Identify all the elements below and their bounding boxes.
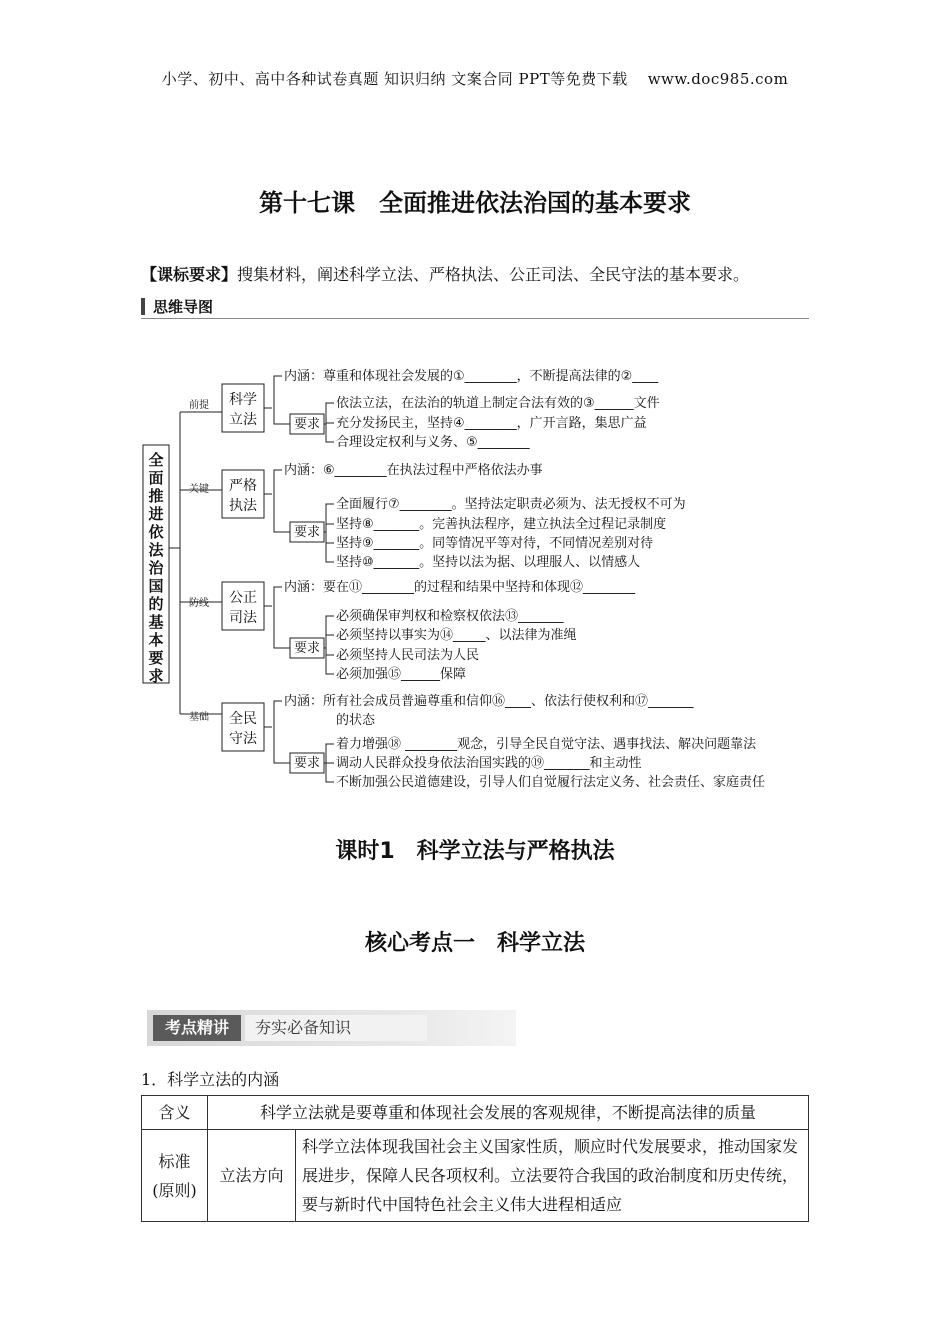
mindmap-node-label: 科学 [229, 392, 257, 408]
table-cell-sublabel: 立法方向 [208, 1130, 296, 1222]
mindmap-node-label: 全民 [229, 711, 257, 727]
mindmap-root-char: 全 [148, 451, 164, 469]
mindmap-neihan: 内涵：尊重和体现社会发展的①________，不断提高法律的②____ [284, 369, 659, 384]
section-banner [147, 1010, 516, 1046]
mindmap-yaoqiu-item: 不断加强公民道德建设，引导人们自觉履行法定义务、社会责任、家庭责任 [336, 775, 766, 790]
header-text: 小学、初中、高中各种试卷真题 知识归纳 文案合同 PPT等免费下载 [161, 70, 628, 88]
table-cell-label: 标准(原则) [142, 1130, 208, 1222]
table-cell-text: 科学立法就是要尊重和体现社会发展的客观规律，不断提高法律的质量 [208, 1096, 809, 1130]
mindmap-root-char: 的 [148, 595, 164, 613]
mindmap-yaoqiu-label: 要求 [293, 641, 321, 656]
mindmap-node-label: 执法 [229, 498, 257, 514]
mindmap-yaoqiu-label: 要求 [293, 417, 321, 432]
mindmap-yaoqiu-item: 调动人民群众投身依法治国实践的⑲_______和主动性 [336, 756, 642, 771]
header-site[interactable]: www.doc985.com [647, 70, 789, 88]
mindmap-node-label: 立法 [229, 412, 257, 428]
mindmap-node-label: 公正 [229, 590, 257, 606]
mindmap-branch-role: 关键 [189, 484, 209, 495]
lesson1-title: 课时1 科学立法与严格执法 [335, 839, 615, 864]
mindmap-section-label: 思维导图 [153, 298, 214, 316]
mindmap-neihan-cont: 的状态 [336, 713, 376, 728]
mindmap-branch-role: 前提 [189, 400, 209, 411]
mindmap-yaoqiu-item: 全面履行⑦________。坚持法定职责必须为、法无授权不可为 [336, 497, 686, 512]
table-cell-label: 含义 [142, 1096, 208, 1130]
mindmap-branch-role: 防线 [189, 598, 209, 609]
mindmap-root-char: 本 [148, 631, 164, 649]
lesson-title: 第十七课 全面推进依法治国的基本要求 [259, 189, 691, 217]
content-table [141, 1095, 809, 1222]
mindmap-yaoqiu-label: 要求 [293, 525, 321, 540]
mindmap-neihan: 内涵：要在⑪________的过程和结果中坚持和体现⑫________ [284, 580, 636, 595]
mindmap-neihan: 内涵：⑥________在执法过程中严格依法办事 [284, 463, 543, 478]
mindmap-yaoqiu-label: 要求 [293, 756, 321, 771]
mindmap-branch-role: 基础 [189, 712, 209, 723]
mindmap-node-label: 严格 [229, 478, 257, 494]
mindmap-yaoqiu-item: 合理设定权利与义务、⑤________ [336, 435, 530, 450]
mindmap-yaoqiu-item: 必须加强⑮______保障 [336, 667, 467, 682]
mindmap-node-label: 守法 [229, 731, 257, 747]
mindmap-yaoqiu-item: 必须坚持人民司法为人民 [336, 648, 480, 663]
mindmap-yaoqiu-item: 必须坚持以事实为⑭_____、以法律为准绳 [336, 628, 577, 643]
mindmap-root-char: 国 [148, 577, 164, 595]
banner-light-label: 夯实必备知识 [245, 1015, 427, 1041]
mindmap-root-char: 推 [148, 487, 164, 505]
mindmap-yaoqiu-item: 着力增强⑱ ________观念，引导全民自觉守法、遇事找法、解决问题靠法 [336, 737, 757, 752]
mindmap-yaoqiu-item: 坚持⑧_______。完善执法程序，建立执法全过程记录制度 [336, 517, 667, 532]
section1-title: 1．科学立法的内涵 [141, 1070, 280, 1089]
mindmap-root-char: 基 [148, 613, 164, 631]
table-row [142, 1096, 809, 1130]
core-point-title: 核心考点一 科学立法 [364, 931, 585, 956]
mindmap-root-char: 求 [148, 667, 164, 685]
mindmap-yaoqiu-item: 必须确保审判权和检察权依法⑬_______ [336, 609, 564, 624]
mindmap-root-char: 依 [148, 523, 164, 541]
mindmap-neihan: 内涵：所有社会成员普遍尊重和信仰⑯____、依法行使权利和⑰_______ [284, 694, 694, 709]
mindmap-yaoqiu-item: 充分发扬民主，坚持④________，广开言路，集思广益 [336, 416, 647, 431]
table-row [142, 1130, 809, 1222]
mindmap-root-char: 要 [148, 649, 164, 667]
mindmap-root-char: 面 [148, 469, 164, 487]
banner-dark-label: 考点精讲 [153, 1015, 241, 1041]
mindmap-root-char: 治 [148, 559, 164, 577]
mindmap-root-char: 进 [148, 505, 164, 523]
mindmap-node-label: 司法 [229, 610, 257, 626]
table-cell-text: 科学立法体现我国社会主义国家性质，顺应时代发展要求，推动国家发展进步，保障人民各项权利。立法要符合我国的政治制度和历史传统，要与新时代中国特色社会主义伟大进程相适应 [296, 1130, 809, 1222]
requirement-label: 【课标要求】 [141, 265, 238, 284]
mindmap-yaoqiu-item: 坚持⑨_______。同等情况平等对待，不同情况差别对待 [336, 536, 654, 551]
requirement-text: 搜集材料，阐述科学立法、严格执法、公正司法、全民守法的基本要求。 [237, 265, 750, 284]
mindmap-yaoqiu-item: 依法立法，在法治的轨道上制定合法有效的③______文件 [336, 396, 660, 411]
mindmap-yaoqiu-item: 坚持⑩_______。坚持以法为据、以理服人、以情感人 [336, 555, 641, 570]
mindmap-root-char: 法 [148, 541, 164, 559]
